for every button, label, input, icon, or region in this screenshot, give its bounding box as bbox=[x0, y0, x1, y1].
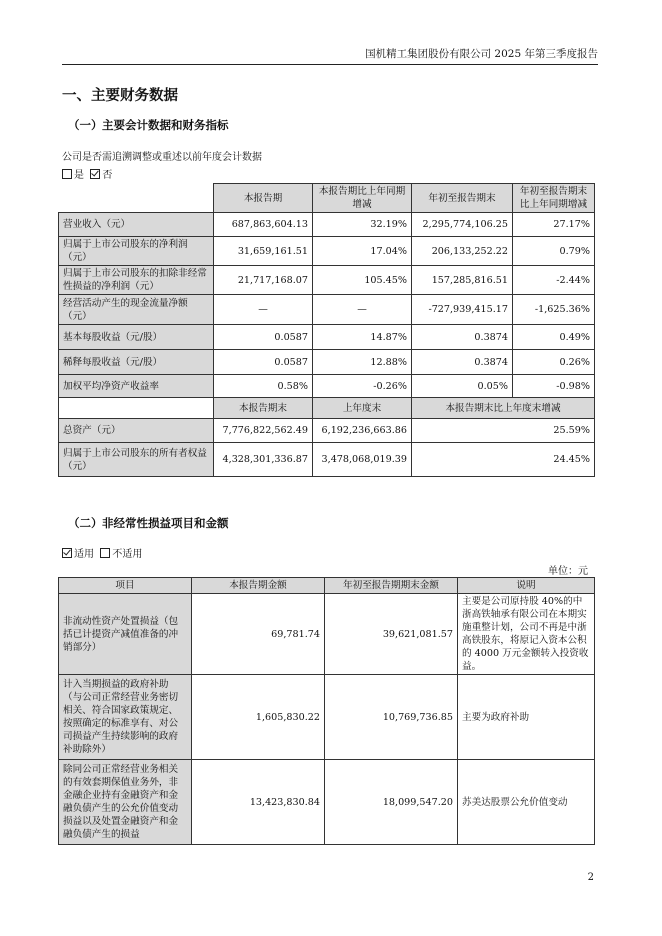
table-cell: -0.98% bbox=[513, 375, 595, 398]
column-header: 本报告期比上年同期增减 bbox=[313, 184, 412, 213]
table-row bbox=[59, 594, 595, 675]
page-number: 2 bbox=[587, 872, 594, 883]
checked-box-icon bbox=[62, 548, 72, 558]
table-cell: 3,478,068,019.39 bbox=[313, 443, 412, 477]
table-cell: 157,285,816.51 bbox=[412, 266, 513, 295]
table-row bbox=[59, 237, 595, 266]
table-row bbox=[59, 266, 595, 295]
table-row bbox=[59, 375, 595, 398]
table-header-row bbox=[59, 578, 595, 594]
table-cell: 69,781.74 bbox=[192, 594, 325, 675]
table-cell: 0.49% bbox=[513, 325, 595, 350]
table-cell: 32.19% bbox=[313, 213, 412, 237]
row-label: 基本每股收益（元/股） bbox=[59, 325, 214, 350]
row-label: 非流动性资产处置损益（包括已计提资产减值准备的冲销部分） bbox=[59, 594, 192, 675]
table-cell: 0.3874 bbox=[412, 325, 513, 350]
column-header: 年初至报告期末比上年同期增减 bbox=[513, 184, 595, 213]
row-label: 稀释每股收益（元/股） bbox=[59, 350, 214, 375]
table-cell: 25.59% bbox=[412, 419, 595, 443]
unchecked-box-icon bbox=[100, 548, 110, 558]
table-row bbox=[59, 350, 595, 375]
option-yes: 是 bbox=[74, 170, 84, 181]
table-cell: 31,659,161.51 bbox=[214, 237, 313, 266]
column-header: 本报告期末比上年度末增减 bbox=[412, 398, 595, 419]
subsection-label: 非经常性损益项目和金额 bbox=[102, 516, 229, 530]
table-cell: 14.87% bbox=[313, 325, 412, 350]
table-cell: 0.0587 bbox=[214, 350, 313, 375]
table-cell: 105.45% bbox=[313, 266, 412, 295]
unit-label: 单位：元 bbox=[548, 566, 588, 577]
table-header-row bbox=[59, 184, 595, 213]
table-cell: 0.0587 bbox=[214, 325, 313, 350]
table-header-row bbox=[59, 398, 595, 419]
column-header: 本报告期末 bbox=[214, 398, 313, 419]
subsection-number: （二） bbox=[68, 516, 103, 530]
table-cell: 27.17% bbox=[513, 213, 595, 237]
table-row bbox=[59, 295, 595, 325]
table-cell: 6,192,236,663.86 bbox=[313, 419, 412, 443]
row-label: 归属于上市公司股东的所有者权益（元） bbox=[59, 443, 214, 477]
row-label: 归属于上市公司股东的扣除非经常性损益的净利润（元） bbox=[59, 266, 214, 295]
table-cell: 0.3874 bbox=[412, 350, 513, 375]
table-cell: 主要为政府补助 bbox=[458, 675, 595, 760]
table-cell: 39,621,081.57 bbox=[325, 594, 458, 675]
restate-question: 公司是否需追溯调整或重述以前年度会计数据 bbox=[62, 152, 262, 163]
checked-box-icon bbox=[90, 169, 100, 179]
restate-options bbox=[62, 166, 112, 181]
table-cell: 18,099,547.20 bbox=[325, 760, 458, 845]
subsection-label: 主要会计数据和财务指标 bbox=[102, 118, 229, 132]
financial-data-table bbox=[58, 183, 595, 477]
option-no: 否 bbox=[102, 170, 113, 181]
column-header: 年初至报告期期末金额 bbox=[325, 578, 458, 594]
page-header: 国机精工集团股份有限公司 2025 年第三季度报告 bbox=[62, 46, 598, 65]
table-cell: 21,717,168.07 bbox=[214, 266, 313, 295]
table-cell: 主要是公司原持股 40%的中浙高铁轴承有限公司在本期实施重整计划，公司不再是中浙高铁股东，将原记入资本公积的 4000 万元金额转入投资收益。 bbox=[458, 594, 595, 675]
table-cell: 0.05% bbox=[412, 375, 513, 398]
row-label: 除同公司正常经营业务相关的有效套期保值业务外，非金融企业持有金融资产和金融负债产生的公允价值变动损益以及处置金融资产和金融负债产生的损益 bbox=[59, 760, 192, 845]
table-cell: 24.45% bbox=[412, 443, 595, 477]
subsection-number: （一） bbox=[68, 118, 103, 132]
row-label: 归属于上市公司股东的净利润（元） bbox=[59, 237, 214, 266]
column-header: 上年度末 bbox=[313, 398, 412, 419]
table-row bbox=[59, 443, 595, 477]
row-label: 总资产（元） bbox=[59, 419, 214, 443]
applicability-options bbox=[62, 545, 142, 560]
table-cell: 0.79% bbox=[513, 237, 595, 266]
subsection-title-1 bbox=[68, 117, 229, 133]
table-cell: 1,605,830.22 bbox=[192, 675, 325, 760]
table-cell: 206,133,252.22 bbox=[412, 237, 513, 266]
column-header: 项目 bbox=[59, 578, 192, 594]
table-cell: -0.26% bbox=[313, 375, 412, 398]
table-row bbox=[59, 325, 595, 350]
subsection-title-2 bbox=[68, 515, 229, 531]
table-cell: -2.44% bbox=[513, 266, 595, 295]
column-header: 年初至报告期末 bbox=[412, 184, 513, 213]
table-cell: -727,939,415.17 bbox=[412, 295, 513, 325]
table-cell: 13,423,830.84 bbox=[192, 760, 325, 845]
table-row bbox=[59, 419, 595, 443]
row-label: 经营活动产生的现金流量净额（元） bbox=[59, 295, 214, 325]
row-label: 计入当期损益的政府补助（与公司正常经营业务密切相关、符合国家政策规定、按照确定的标准享有、对公司损益产生持续影响的政府补助除外） bbox=[59, 675, 192, 760]
table-cell: — bbox=[313, 295, 412, 325]
table-row bbox=[59, 760, 595, 845]
non-recurring-items-table bbox=[58, 577, 595, 845]
column-header: 本报告期金额 bbox=[192, 578, 325, 594]
row-label: 营业收入（元） bbox=[59, 213, 214, 237]
option-applicable: 适用 bbox=[74, 549, 94, 560]
row-label: 加权平均净资产收益率 bbox=[59, 375, 214, 398]
option-not-applicable: 不适用 bbox=[112, 549, 143, 560]
table-cell: 10,769,736.85 bbox=[325, 675, 458, 760]
table-cell: -1,625.36% bbox=[513, 295, 595, 325]
table-cell: 12.88% bbox=[313, 350, 412, 375]
table-cell: 4,328,301,336.87 bbox=[214, 443, 313, 477]
column-header: 说明 bbox=[458, 578, 595, 594]
unchecked-box-icon bbox=[62, 169, 72, 179]
table-row bbox=[59, 675, 595, 760]
table-cell: 687,863,604.13 bbox=[214, 213, 313, 237]
table-cell: 苏美达股票公允价值变动 bbox=[458, 760, 595, 845]
table-cell: 0.58% bbox=[214, 375, 313, 398]
table-cell: 7,776,822,562.49 bbox=[214, 419, 313, 443]
table-cell: 2,295,774,106.25 bbox=[412, 213, 513, 237]
table-cell: 17.04% bbox=[313, 237, 412, 266]
table-cell: — bbox=[214, 295, 313, 325]
table-cell: 0.26% bbox=[513, 350, 595, 375]
table-row bbox=[59, 213, 595, 237]
column-header: 本报告期 bbox=[214, 184, 313, 213]
section-title: 一、主要财务数据 bbox=[62, 88, 178, 104]
